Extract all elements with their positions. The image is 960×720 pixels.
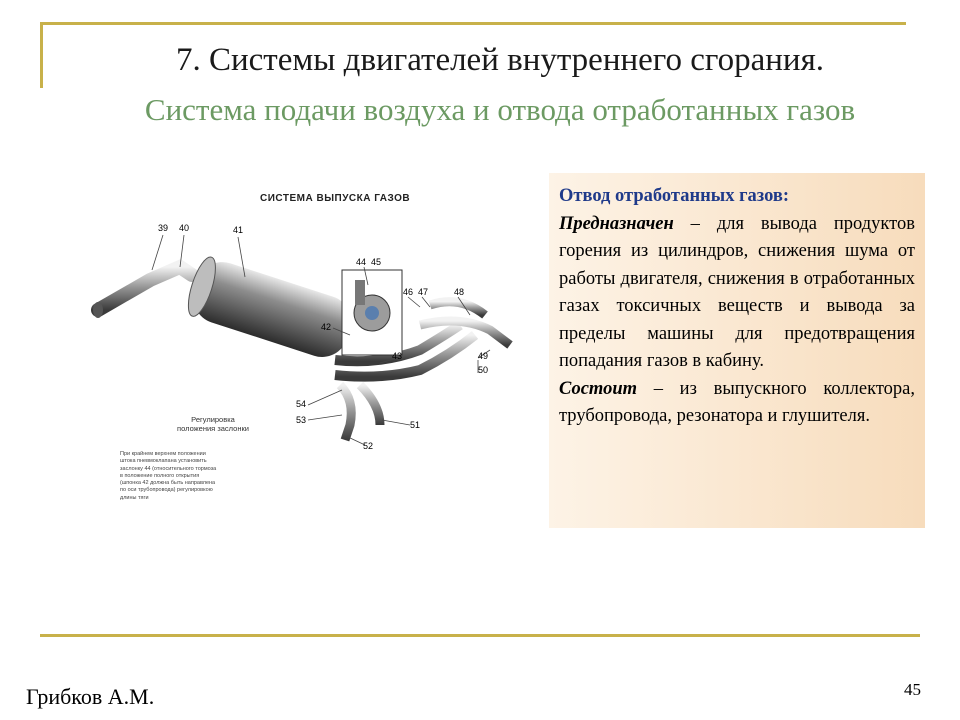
- inset-title: [138, 415, 288, 433]
- callout-label: 50: [478, 365, 489, 375]
- author-name: Грибков А.М.: [26, 684, 155, 709]
- purpose-term: Предназначен: [559, 213, 674, 234]
- page-number: 45: [904, 680, 921, 699]
- callout-label: 47: [418, 287, 429, 297]
- inset-note-line: в положение полного открытия: [120, 472, 200, 479]
- callout-label: 54: [296, 399, 307, 409]
- diagram-title: СИСТЕМА ВЫПУСКА ГАЗОВ: [260, 193, 411, 204]
- callout-label: 46: [403, 287, 414, 297]
- description-heading: Отвод отработанных газов:: [559, 186, 790, 206]
- description-box: [549, 173, 925, 528]
- callout-label: 52: [363, 441, 374, 451]
- callout-label: 42: [321, 322, 332, 332]
- callout-label: 45: [371, 257, 382, 267]
- inset-note-line: штока пневмоклапана установить: [120, 458, 207, 465]
- purpose-paragraph: [559, 211, 915, 376]
- inset-title-line: Регулировка: [191, 415, 235, 424]
- inset-note-line: (шпонка 42 должна быть направлена: [120, 480, 216, 487]
- callout-label: 51: [410, 420, 421, 430]
- frame-bottom-line: [40, 634, 920, 637]
- callout-label: 43: [392, 351, 403, 361]
- inset-note: [120, 451, 285, 502]
- frame-left-line: [40, 22, 43, 88]
- inset-note-line: заслонку 44 (относительного тормоза: [120, 465, 217, 472]
- exhaust-system-diagram: [80, 175, 535, 535]
- inset-note-line: При крайнем верхнем положении: [120, 451, 206, 457]
- purpose-text: – для вывода продуктов горения из цилиндров, снижения шума от работы двигателя, снижения в отработанных газах токсичных веществ и вывода за пределы машины для предотвращения попадания газов в кабину.: [559, 213, 915, 371]
- composition-text: – из выпускного коллектора, трубопровода, резонатора и глушителя.: [559, 378, 915, 426]
- callout-label: 39: [158, 223, 169, 233]
- callout-label: 44: [356, 257, 367, 267]
- frame-top-line: [40, 22, 906, 25]
- callout-label: 53: [296, 415, 307, 425]
- inset-note-line: длины тяги: [120, 494, 149, 501]
- composition-term: Состоит: [559, 378, 638, 399]
- composition-paragraph: [559, 376, 915, 431]
- callout-label: 41: [233, 225, 244, 235]
- inset-title-line: положения заслонки: [177, 424, 249, 433]
- callout-label: 40: [179, 223, 190, 233]
- slide-title: 7. Системы двигателей внутреннего сгорания.: [175, 42, 825, 78]
- callout-label: 48: [454, 287, 465, 297]
- inset-note-line: по оси трубопровода) регулировкою: [120, 487, 213, 494]
- callout-label: 49: [478, 351, 489, 361]
- slide-subtitle: Система подачи воздуха и отвода отработанных газов: [144, 92, 856, 127]
